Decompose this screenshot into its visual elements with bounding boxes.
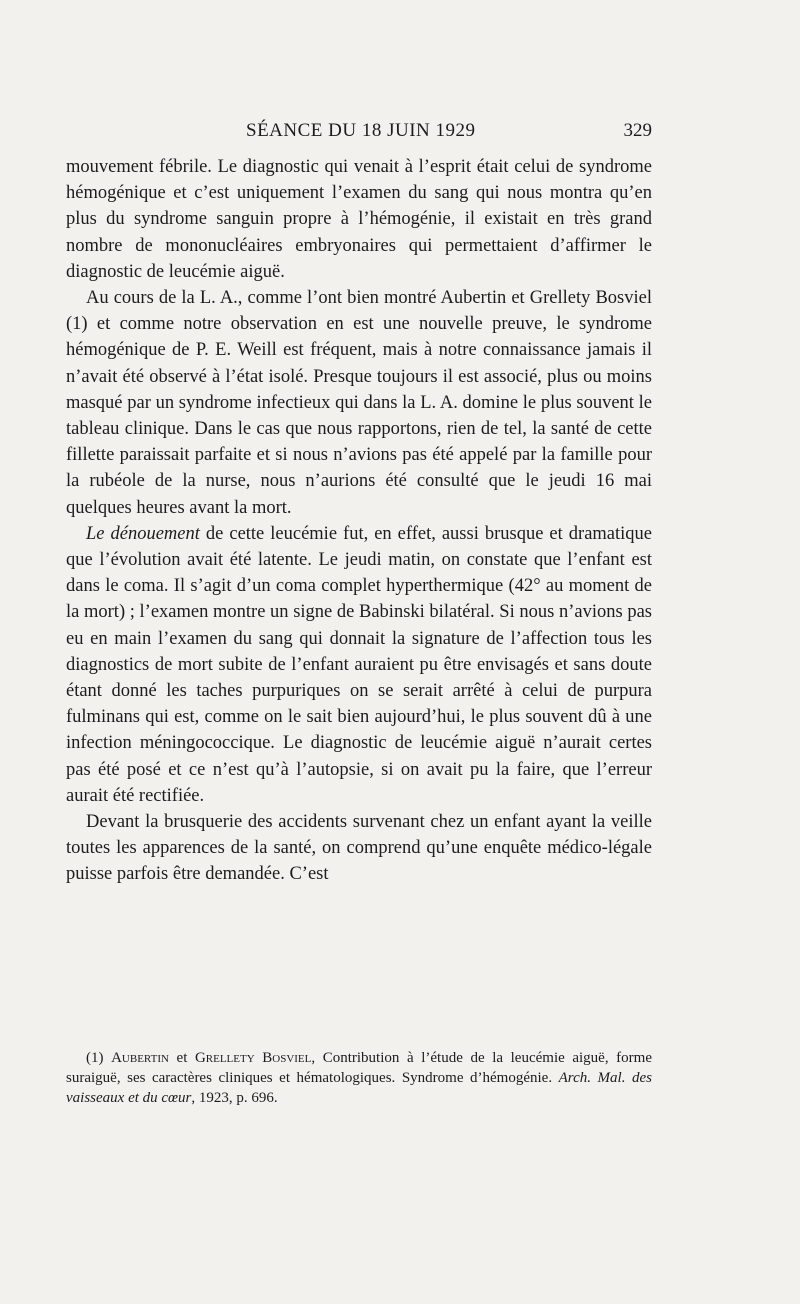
footnote-author-2: Grellety Bosviel — [194, 1050, 312, 1066]
footnote — [66, 1048, 652, 1108]
footnote-journal: Arch. Mal. des vaisseaux et du cœur — [66, 1070, 652, 1106]
footnote-text-2: , 1923, p. 696. — [191, 1090, 278, 1106]
running-head: SÉANCE DU 18 JUIN 1929 — [246, 120, 476, 141]
footnote-text-1: , Contribution à l’étude de la leucémie aiguë, forme suraiguë, ses caractères cliniques et hématologiques. Syndrome d’hémogénie. — [66, 1050, 653, 1086]
paragraph-3-italic-lead: Le dénouement — [86, 523, 200, 544]
footnote-author-1: Aubertin — [111, 1050, 169, 1066]
footnote-marker: (1) — [86, 1050, 112, 1066]
body-text — [66, 154, 652, 888]
paragraph-3-text: de cette leucémie fut, en effet, aussi brusque et dramatique que l’évolution avait été latente. Le jeudi matin, on constate que l’enfant est dans le coma. Il s’agit d’un coma complet hyperthermique (42° au moment de la mort) ; l’examen montre un signe de Babinski bilatéral. Si nous n’avions pas eu en main l’examen du sang qui donnait la signature de l’affection tous les diagnostics de mort subite de l’enfant auraient pu être envisagés et sans doute étant donné les taches purpuriques on se serait arrêté à celui de purpura fulminans qui est, comme on le sait bien aujourd’hui, le plus souvent dû à une infection méningococcique. Le diagnostic de leucémie aiguë n’aurait certes pas été posé et ce n’est qu’à l’autopsie, si on avait pu la faire, que l’erreur aurait été rectifiée. — [66, 523, 652, 806]
paragraph-1: mouvement fébrile. Le diagnostic qui venait à l’esprit était celui de syndrome hémogénique et c’est uniquement l’examen du sang qui nous montra qu’en plus du syndrome sanguin propre à l’hémogénie, il existait en très grand nombre de mononucléaires embryonaires qui permettaient d’affirmer le diagnostic de leucémie aiguë. — [66, 157, 652, 282]
document-page — [66, 0, 652, 1304]
paragraph-3 — [66, 521, 652, 809]
page-header — [66, 118, 652, 144]
paragraph-4: Devant la brusquerie des accidents survenant chez un enfant ayant la veille toutes les apparences de la santé, on comprend qu’une enquête médico-légale puisse parfois être demandée. C’est — [66, 812, 652, 885]
page-number: 329 — [623, 120, 652, 141]
footnote-conjunction: et — [168, 1050, 195, 1066]
paragraph-2: Au cours de la L. A., comme l’ont bien montré Aubertin et Grellety Bosviel (1) et comme notre observation en est une nouvelle preuve, le syndrome hémogénique de P. E. Weill est fréquent, mais à notre connaissance jamais il n’avait été observé à l’état isolé. Presque toujours il est associé, plus ou moins masqué par un syndrome infectieux qui dans la L. A. domine le plus souvent le tableau clinique. Dans le cas que nous rapportons, rien de tel, la santé de cette fillette paraissait parfaite et si nous n’avions pas été appelé par la famille pour la rubéole de la nurse, nous n’aurions été consulté que le jeudi 16 mai quelques heures avant la mort. — [66, 288, 652, 518]
